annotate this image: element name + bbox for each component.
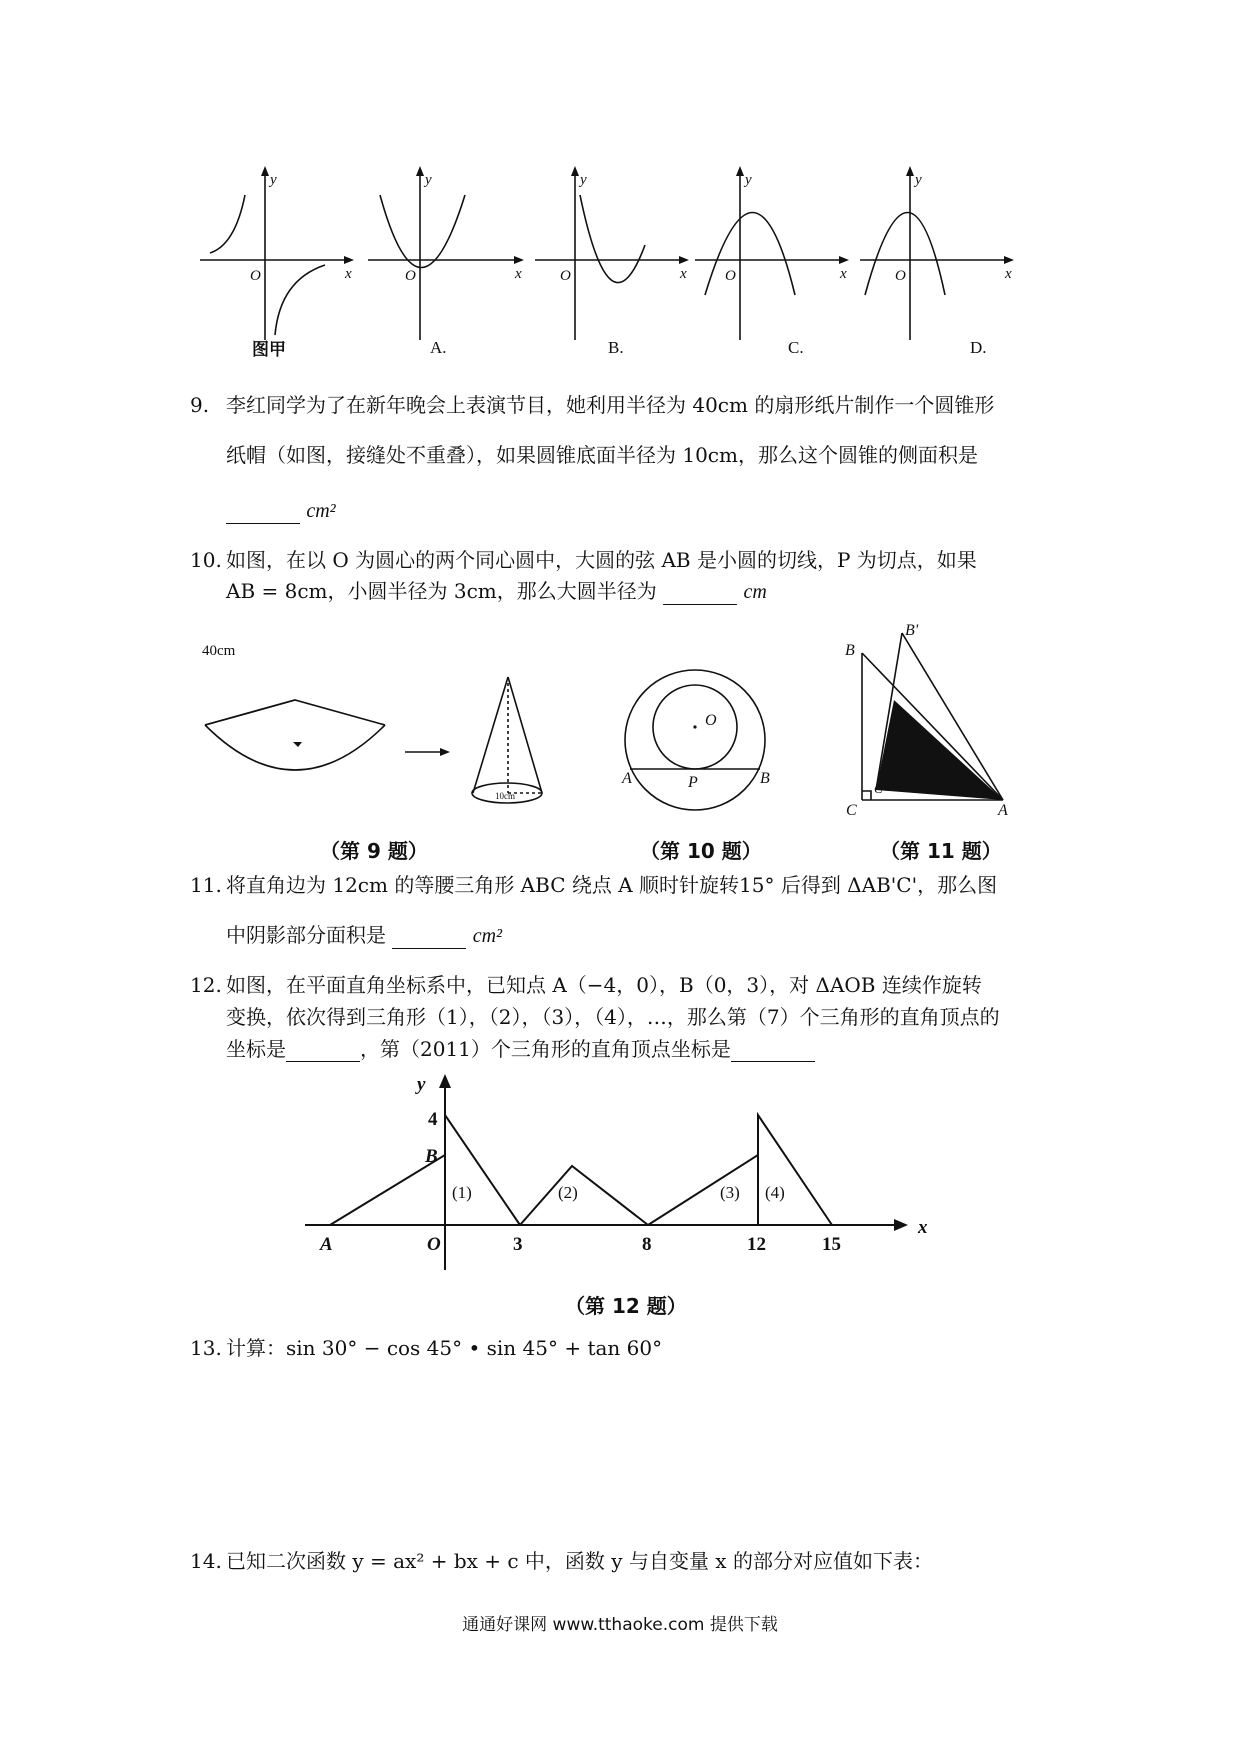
svg-text:y: y [417, 1074, 426, 1095]
svg-text:P: P [688, 774, 698, 791]
question-10: 10. 如图，在以 O 为圆心的两个同心圆中，大圆的弦 AB 是小圆的切线，P 为切点，如果 [190, 548, 977, 572]
svg-text:x: x [515, 266, 522, 282]
svg-text:x: x [1005, 266, 1012, 282]
graph-label-jia: 图甲 [252, 340, 286, 360]
question-12-line3: 坐标是 ，第（2011）个三角形的直角顶点坐标是 [226, 1036, 1096, 1062]
caption-11: （第 11 题） [880, 839, 1002, 863]
q8-axis-y: y [270, 172, 277, 188]
svg-text:(1): (1) [452, 1183, 472, 1202]
svg-text:B: B [425, 1146, 438, 1167]
question-text: 李红同学为了在新年晚会上表演节目，她利用半径为 40cm 的扇形纸片制作一个圆锥形 [226, 393, 995, 417]
svg-text:(2): (2) [558, 1183, 578, 1202]
answer-blank[interactable] [392, 926, 466, 949]
svg-text:12: 12 [747, 1234, 766, 1255]
svg-text:C': C' [874, 781, 886, 796]
svg-text:A: A [622, 770, 632, 787]
svg-text:(4): (4) [765, 1183, 785, 1202]
svg-text:O: O [427, 1234, 441, 1255]
question-12-line2: 变换，依次得到三角形（1），（2），（3），（4），…，那么第（7）个三角形的直角顶点的 [226, 1005, 1000, 1029]
svg-text:x: x [918, 1217, 928, 1238]
question-number: 9. [190, 393, 210, 417]
question-12: 12. 如图，在平面直角坐标系中，已知点 A（−4，0），B（0，3），对 ΔAOB 连续作旋转 [190, 973, 982, 997]
answer-blank[interactable] [731, 1039, 815, 1062]
question-11-line2: 中阴影部分面积是 cm² [226, 923, 503, 947]
svg-text:y: y [580, 172, 587, 188]
graph-label-b: B. [608, 338, 624, 357]
svg-text:y: y [425, 172, 432, 188]
svg-text:8: 8 [642, 1234, 652, 1255]
svg-text:3: 3 [513, 1234, 523, 1255]
svg-text:15: 15 [822, 1234, 841, 1255]
caption-10: （第 10 题） [640, 839, 762, 863]
q8-origin: O [250, 268, 261, 284]
page-footer: 通通好课网 www.tthaoke.com 提供下载 [462, 1615, 778, 1635]
question-11: 11. 将直角边为 12cm 的等腰三角形 ABC 绕点 A 顺时针旋转15° 后得到 ΔAB'C'，那么图 [190, 873, 998, 897]
sector-radius-label: 40cm [202, 643, 236, 659]
answer-blank[interactable] [663, 582, 737, 605]
q8-axis-x: x [345, 266, 352, 282]
svg-text:(3): (3) [720, 1183, 740, 1202]
svg-text:O: O [705, 712, 717, 729]
question-9-answer: cm² [226, 497, 1096, 524]
svg-text:A: A [998, 802, 1008, 819]
svg-text:B: B [760, 770, 770, 787]
q12-graph [300, 1070, 960, 1270]
question-13: 13. 计算：sin 30° − cos 45° • sin 45° + tan 60° [190, 1336, 663, 1360]
svg-text:x: x [680, 266, 687, 282]
svg-text:y: y [915, 172, 922, 188]
caption-12: （第 12 题） [565, 1294, 687, 1318]
figures-row [190, 615, 1070, 830]
svg-text:C: C [846, 802, 857, 819]
caption-9: （第 9 题） [320, 839, 428, 863]
question-10-line2: AB = 8cm，小圆半径为 3cm，那么大圆半径为 cm [226, 579, 767, 603]
graph-label-a: A. [430, 338, 447, 357]
svg-text:O: O [725, 268, 736, 284]
question-9-line2: 纸帽（如图，接缝处不重叠），如果圆锥底面半径为 10cm，那么这个圆锥的侧面积是 [226, 443, 978, 467]
svg-text:A: A [320, 1234, 333, 1255]
q8-graphs [190, 160, 1070, 370]
svg-text:B': B' [905, 622, 919, 639]
answer-blank[interactable] [226, 501, 300, 524]
question-9 [190, 392, 1060, 418]
graph-label-c: C. [788, 338, 804, 357]
svg-text:O: O [560, 268, 571, 284]
cone-radius-label: 10cm [495, 791, 515, 801]
svg-text:O: O [405, 268, 416, 284]
svg-text:y: y [745, 172, 752, 188]
graph-label-d: D. [970, 338, 987, 357]
answer-blank[interactable] [286, 1039, 360, 1062]
svg-text:B: B [845, 642, 855, 659]
svg-text:4: 4 [428, 1109, 438, 1130]
question-14: 14. 已知二次函数 y = ax² + bx + c 中，函数 y 与自变量 x 的部分对应值如下表： [190, 1549, 933, 1573]
svg-text:x: x [840, 266, 847, 282]
svg-text:O: O [895, 268, 906, 284]
